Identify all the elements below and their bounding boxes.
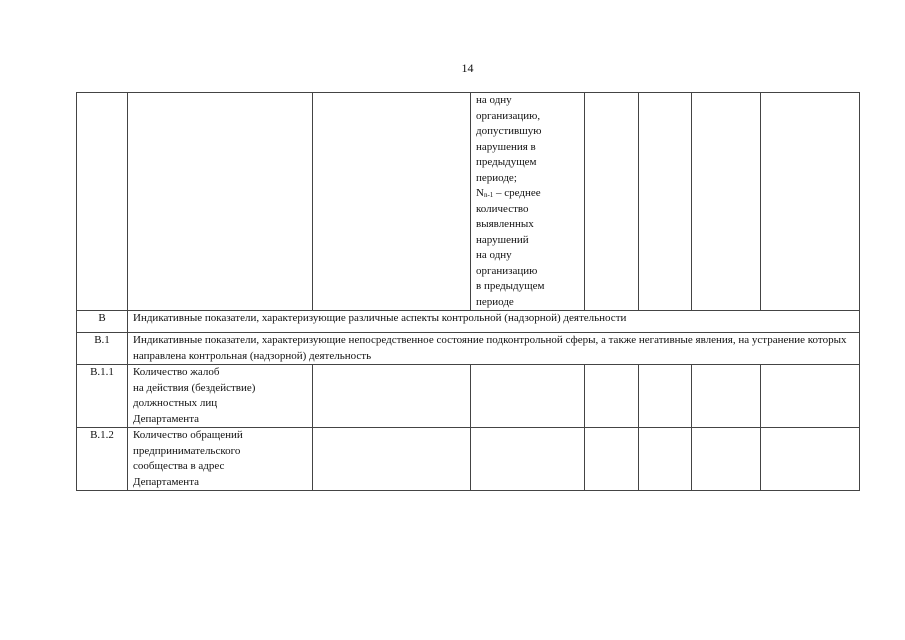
- cell-name-empty: [128, 93, 313, 311]
- section-title: Индикативные показатели, характеризующие непосредственное состояние подконтрольной сферы, а также негативные явления, на устранение которых направлена контрольная (надзорной) деятельность: [128, 333, 860, 365]
- row-name: Количество жалоб на действия (бездействие) должностных лиц Департамента: [128, 365, 313, 428]
- continuation-row: [77, 93, 860, 311]
- cell-empty: [313, 428, 471, 491]
- cell-empty: [471, 428, 585, 491]
- cell-empty: [585, 93, 639, 311]
- cell-empty: [692, 365, 761, 428]
- section-row-b1: [77, 333, 860, 365]
- formula-text-after: – среднее количество выявленных нарушений на одну организацию в предыдущем периоде: [476, 187, 545, 308]
- cell-empty: [313, 365, 471, 428]
- cell-empty: [639, 93, 692, 311]
- cell-code-empty: [77, 93, 128, 311]
- table-row: [77, 428, 860, 491]
- cell-empty: [761, 428, 860, 491]
- row-code: В.1.1: [77, 365, 128, 428]
- cell-empty: [585, 428, 639, 491]
- row-name: Количество обращений предпринимательского сообщества в адрес Департамента: [128, 428, 313, 491]
- indicators-table: [76, 92, 860, 491]
- section-code: В: [77, 311, 128, 333]
- table-row: [77, 365, 860, 428]
- cell-empty: [761, 93, 860, 311]
- cell-empty: [639, 428, 692, 491]
- section-code: В.1: [77, 333, 128, 365]
- cell-empty: [692, 93, 761, 311]
- page-number: 14: [461, 61, 474, 75]
- cell-empty: [761, 365, 860, 428]
- cell-empty: [692, 428, 761, 491]
- formula-text-before: на одну организацию, допустившую нарушения в предыдущем периоде;: [476, 94, 542, 184]
- cell-empty: [471, 365, 585, 428]
- section-row-b: [77, 311, 860, 333]
- formula-description-cell: [471, 93, 585, 311]
- row-code: В.1.2: [77, 428, 128, 491]
- formula-symbol: $N_{n-1}$: [476, 187, 494, 199]
- cell-empty: [639, 365, 692, 428]
- section-title: Индикативные показатели, характеризующие различные аспекты контрольной (надзорной) деятельности: [128, 311, 860, 333]
- cell-empty: [313, 93, 471, 311]
- cell-empty: [585, 365, 639, 428]
